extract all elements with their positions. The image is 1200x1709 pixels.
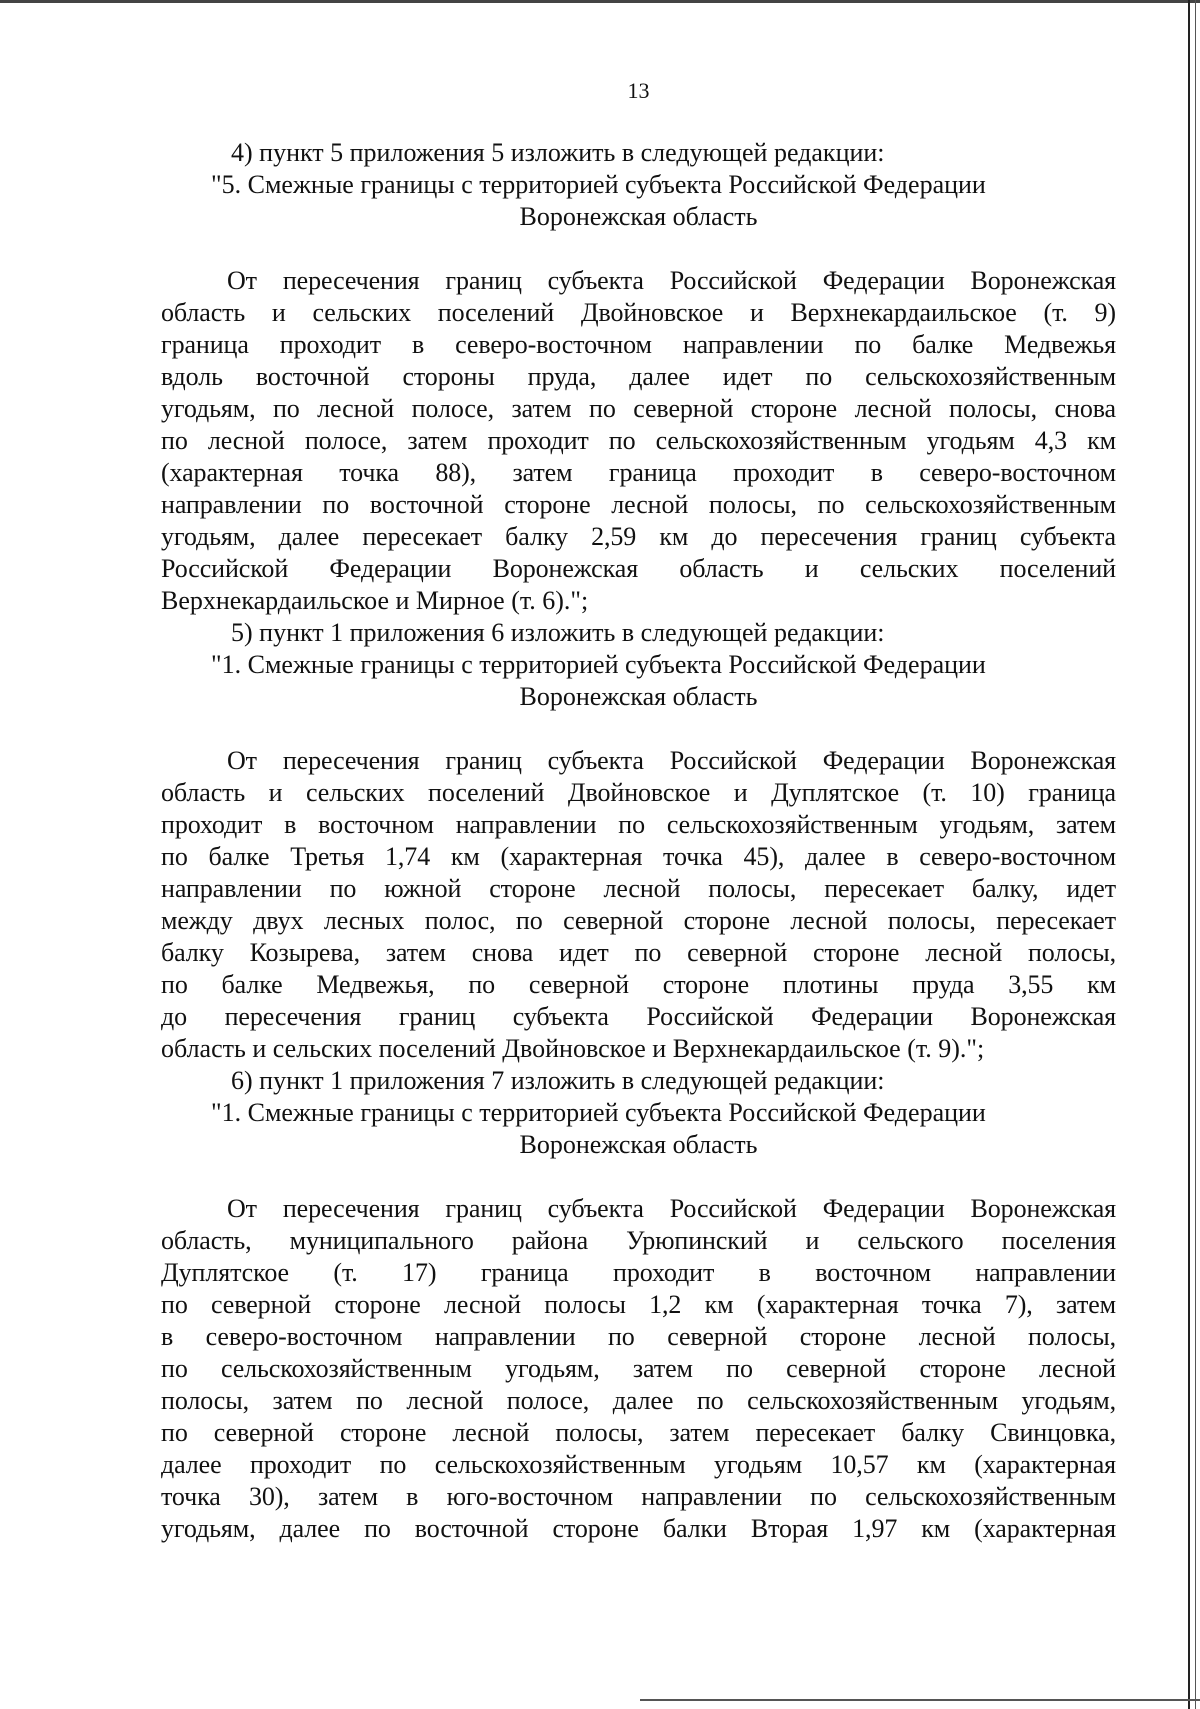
paragraph-line: далее проходит по сельскохозяйственным угодьям 10,57 км (характерная [161, 1450, 1116, 1479]
paragraph-line: точка 30), затем в юго-восточном направлении по сельскохозяйственным [161, 1482, 1116, 1511]
paragraph-line: по сельскохозяйственным угодьям, затем по северной стороне лесной [161, 1354, 1116, 1383]
paragraph-line: по балке Медвежья, по северной стороне плотины пруда 3,55 км [161, 970, 1116, 999]
section-1-subtitle: Воронежская область [519, 1130, 758, 1159]
paragraph-line: проходит в восточном направлении по сельскохозяйственным угодьям, затем [161, 810, 1116, 839]
paragraph-line: в северо-восточном направлении по северной стороне лесной полосы, [161, 1322, 1116, 1351]
paragraph-line: От пересечения границ субъекта Российской Федерации Воронежская [227, 1194, 1116, 1223]
page-number: 13 [627, 78, 650, 103]
paragraph-line: Российской Федерации Воронежская область и сельских поселений [161, 554, 1116, 583]
paragraph-line: область и сельских поселений Двойновское и Дуплятское (т. 10) граница [161, 778, 1116, 807]
paragraph-line: От пересечения границ субъекта Российской Федерации Воронежская [227, 746, 1116, 775]
paragraph-line: до пересечения границ субъекта Российской Федерации Воронежская [161, 1002, 1116, 1031]
section-1-title: "1. Смежные границы с территорией субъекта Российской Федерации [211, 650, 986, 679]
paragraph-line: угодьям, далее пересекает балку 2,59 км до пересечения границ субъекта [161, 522, 1116, 551]
section-1-subtitle: Воронежская область [519, 682, 758, 711]
section-1-title: "1. Смежные границы с территорией субъекта Российской Федерации [211, 1098, 986, 1127]
paragraph-line: Верхнекардаильское и Мирное (т. 6)."; [161, 586, 589, 615]
paragraph-line: полосы, затем по лесной полосе, далее по сельскохозяйственным угодьям, [161, 1386, 1116, 1415]
paragraph-line: граница проходит в северо-восточном направлении по балке Медвежья [161, 330, 1116, 359]
paragraph-line: (характерная точка 88), затем граница проходит в северо-восточном [161, 458, 1116, 487]
section-5-title: "5. Смежные границы с территорией субъекта Российской Федерации [211, 170, 986, 199]
section-5-subtitle: Воронежская область [519, 202, 758, 231]
paragraph-line: по лесной полосе, затем проходит по сельскохозяйственным угодьям 4,3 км [161, 426, 1116, 455]
item-5-heading: 5) пункт 1 приложения 6 изложить в следующей редакции: [231, 618, 885, 647]
item-6-heading: 6) пункт 1 приложения 7 изложить в следующей редакции: [231, 1066, 885, 1095]
paragraph-line: по балке Третья 1,74 км (характерная точка 45), далее в северо-восточном [161, 842, 1116, 871]
paragraph-line: вдоль восточной стороны пруда, далее идет по сельскохозяйственным [161, 362, 1116, 391]
paragraph-line: Дуплятское (т. 17) граница проходит в восточном направлении [161, 1258, 1116, 1287]
paragraph-line: область, муниципального района Урюпинский и сельского поселения [161, 1226, 1116, 1255]
paragraph-line: угодьям, по лесной полосе, затем по северной стороне лесной полосы, снова [161, 394, 1116, 423]
paragraph-line: по северной стороне лесной полосы, затем пересекает балку Свинцовка, [161, 1418, 1116, 1447]
scan-border-top [0, 0, 1200, 3]
paragraph-line: угодьям, далее по восточной стороне балки Вторая 1,97 км (характерная [161, 1514, 1116, 1543]
paragraph-line: область и сельских поселений Двойновское и Верхнекардаильское (т. 9)."; [161, 1034, 985, 1063]
paragraph-line: по северной стороне лесной полосы 1,2 км (характерная точка 7), затем [161, 1290, 1116, 1319]
scan-border-bottom [640, 1699, 1200, 1701]
paragraph-line: балку Козырева, затем снова идет по северной стороне лесной полосы, [161, 938, 1116, 967]
item-4-heading: 4) пункт 5 приложения 5 изложить в следующей редакции: [231, 138, 885, 167]
paragraph-line: От пересечения границ субъекта Российской Федерации Воронежская [227, 266, 1116, 295]
paragraph-line: направлении по восточной стороне лесной полосы, по сельскохозяйственным [161, 490, 1116, 519]
paragraph-line: между двух лесных полос, по северной стороне лесной полосы, пересекает [161, 906, 1116, 935]
scan-border-right-outer [1195, 0, 1196, 1709]
scan-border-right [1188, 0, 1190, 1709]
paragraph-line: область и сельских поселений Двойновское и Верхнекардаильское (т. 9) [161, 298, 1116, 327]
paragraph-line: направлении по южной стороне лесной полосы, пересекает балку, идет [161, 874, 1116, 903]
